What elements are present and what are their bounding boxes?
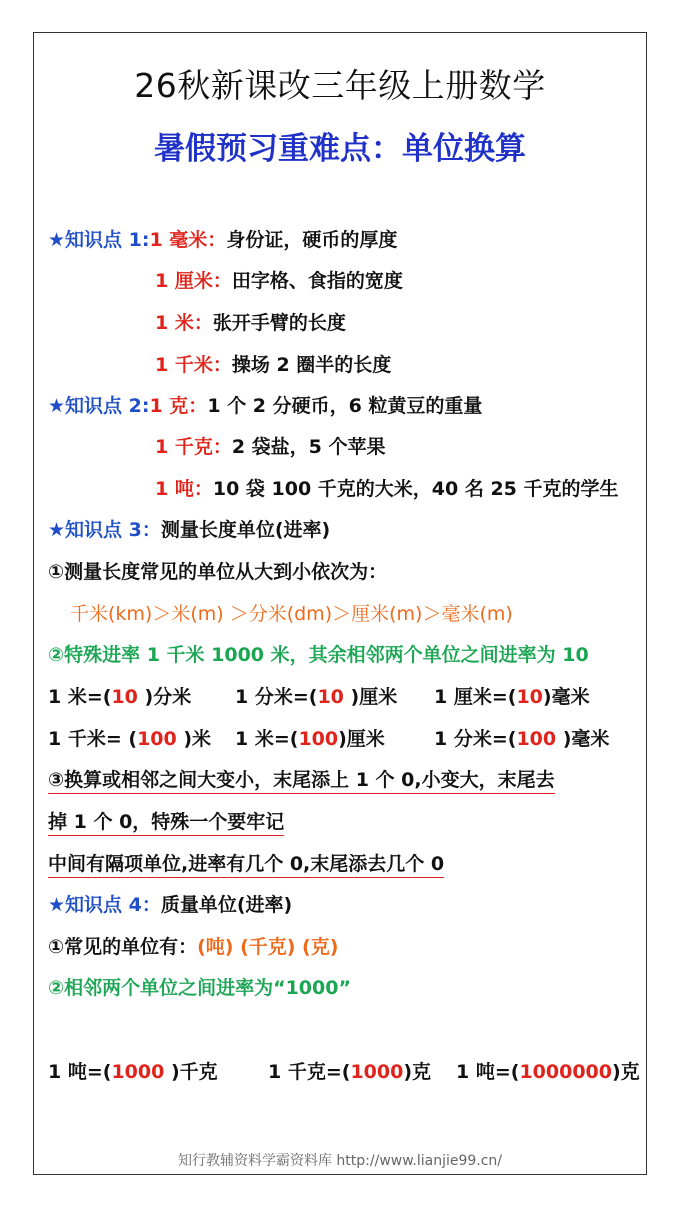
k1-m-unit: 1 米： bbox=[155, 312, 213, 334]
k2-star-label: ★知识点 2: bbox=[48, 395, 150, 417]
k4-point-2: ②相邻两个单位之间进率为“1000” bbox=[48, 977, 351, 999]
k3-point-2: ②特殊进率 1 千米 1000 米，其余相邻两个单位之间进率为 10 bbox=[48, 644, 589, 666]
k1-km-unit: 1 千米： bbox=[155, 354, 232, 376]
conv-item: 1 分米=(10 )厘米 bbox=[235, 686, 398, 708]
conv-item: 1 吨=(1000 )千克 bbox=[48, 1061, 218, 1083]
k1-m-text: 张开手臂的长度 bbox=[212, 312, 346, 334]
k2-line-g bbox=[48, 391, 482, 418]
conv-item: 1 千克=(1000)克 bbox=[268, 1061, 432, 1083]
conv-item: 1 吨=(1000000)克 bbox=[456, 1061, 640, 1083]
k2-g-text: 1 个 2 分硬币，6 粒黄豆的重量 bbox=[207, 395, 483, 417]
k3-heading: 测量长度单位(进率) bbox=[160, 519, 331, 541]
k3-star-label: ★知识点 3： bbox=[48, 519, 161, 541]
k1-mm-text: 身份证，硬币的厚度 bbox=[226, 229, 398, 251]
k1-cm-text: 田字格、食指的宽度 bbox=[231, 270, 403, 292]
k4-heading-line bbox=[48, 890, 292, 917]
k2-kg-unit: 1 千克： bbox=[155, 436, 232, 458]
conv-item: 1 厘米=(10)毫米 bbox=[434, 686, 590, 708]
k2-g-unit: 1 克： bbox=[149, 395, 208, 417]
k3-point-3a: ③换算或相邻之间大变小，末尾添上 1 个 0,小变大，末尾去 bbox=[48, 765, 555, 792]
footer-watermark: 知行教辅资料学霸资料库 http://www.lianjie99.cn/ bbox=[177, 1153, 503, 1169]
page-title: 26秋新课改三年级上册数学 bbox=[134, 66, 546, 105]
conv-item: 1 分米=(100 )毫米 bbox=[434, 728, 610, 750]
k2-kg-text: 2 袋盐，5 个苹果 bbox=[231, 436, 386, 458]
k1-line-m bbox=[155, 308, 346, 335]
k1-star-label: ★知识点 1: bbox=[48, 229, 150, 251]
k4-star-label: ★知识点 4： bbox=[48, 894, 161, 916]
conv-item: 1 米=(100)厘米 bbox=[235, 728, 385, 750]
k1-mm-unit: 1 毫米： bbox=[149, 229, 227, 251]
page-subtitle: 暑假预习重难点：单位换算 bbox=[154, 131, 526, 167]
k2-line-kg bbox=[155, 432, 386, 459]
k3-point-3b: 掉 1 个 0，特殊一个要牢记 bbox=[48, 807, 284, 834]
k2-t-text: 10 袋 100 千克的大米，40 名 25 千克的学生 bbox=[212, 478, 619, 500]
k1-line-mm bbox=[48, 225, 397, 252]
k2-line-t bbox=[155, 474, 619, 501]
k1-cm-unit: 1 厘米： bbox=[155, 270, 232, 292]
k4-heading: 质量单位(进率) bbox=[160, 894, 293, 916]
conv-item: 1 千米= (100 )米 bbox=[48, 728, 212, 750]
k2-t-unit: 1 吨： bbox=[155, 478, 213, 500]
conv-item: 1 米=(10 )分米 bbox=[48, 686, 192, 708]
k3-point-1: ①测量长度常见的单位从大到小依次为： bbox=[48, 561, 388, 583]
k1-line-km bbox=[155, 350, 391, 377]
k3-unit-order: 千米(km)＞米(m) ＞分米(dm)＞厘米(m)＞毫米(m) bbox=[70, 603, 513, 625]
k3-heading-line bbox=[48, 515, 330, 542]
k1-line-cm bbox=[155, 266, 403, 293]
k3-point-3c: 中间有隔项单位,进率有几个 0,末尾添去几个 0 bbox=[48, 849, 444, 876]
k4-point-1: ①常见的单位有：(吨) (千克) (克) bbox=[48, 936, 339, 958]
k1-km-text: 操场 2 圈半的长度 bbox=[231, 354, 392, 376]
